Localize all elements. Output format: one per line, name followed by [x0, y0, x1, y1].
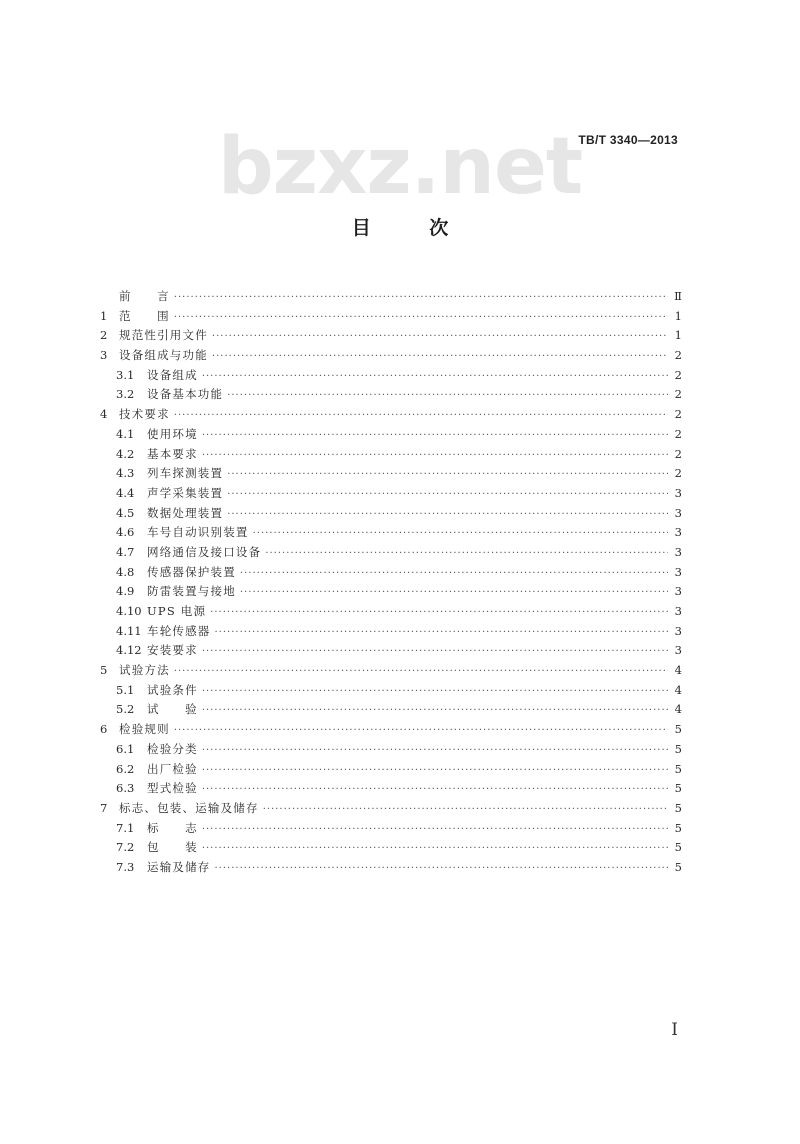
toc-entry-page: 2 — [674, 407, 682, 422]
dot-leader — [202, 426, 668, 446]
dot-leader — [210, 603, 668, 623]
toc-entry-number: 4.3 — [116, 466, 135, 481]
toc-entry-number: 4 — [100, 407, 108, 422]
dot-leader — [240, 583, 668, 603]
toc-entry-number: 4.4 — [116, 485, 135, 500]
dot-leader — [202, 367, 668, 387]
toc-entry-title: 试验条件 — [147, 682, 198, 697]
toc-entry-title: 网络通信及接口设备 — [147, 544, 262, 559]
toc-entry-title: 防雷装置与接地 — [147, 584, 236, 599]
toc-entry[interactable] — [100, 405, 682, 425]
toc-entry-title: 安装要求 — [147, 643, 198, 658]
toc-entry-number: 3.2 — [116, 387, 135, 402]
toc-entry-page: 3 — [674, 584, 682, 599]
dot-leader — [215, 859, 669, 879]
toc-entry-page: 2 — [674, 348, 682, 363]
toc-entry-title: 设备组成 — [147, 367, 198, 382]
dot-leader — [202, 642, 668, 662]
toc-entry-title: 规范性引用文件 — [119, 328, 208, 343]
toc-entry[interactable] — [100, 445, 682, 465]
toc-entry-number: 2 — [100, 328, 108, 343]
toc-entry-page: 2 — [674, 446, 682, 461]
toc-entry-number: 4.8 — [116, 564, 135, 579]
toc-entry[interactable] — [100, 307, 682, 327]
toc-entry-title: 包 装 — [147, 840, 198, 855]
toc-entry[interactable] — [100, 385, 682, 405]
toc-entry-page: 3 — [674, 544, 682, 559]
toc-entry-title: 标志、包装、运输及储存 — [119, 800, 259, 815]
page-title: 目 次 — [351, 217, 475, 239]
toc-entry[interactable] — [100, 563, 682, 583]
toc-entry[interactable] — [100, 504, 682, 524]
toc-entry-title: 试 验 — [147, 702, 198, 717]
toc-entry-title: 使用环境 — [147, 426, 198, 441]
toc-entry-number: 6.2 — [116, 761, 135, 776]
toc-entry-page: 5 — [674, 761, 682, 776]
toc-entry[interactable] — [100, 641, 682, 661]
dot-leader — [227, 485, 668, 505]
toc-entry-number: 5.2 — [116, 702, 135, 717]
toc-entry-title: UPS 电源 — [147, 604, 207, 618]
toc-entry-title: 数据处理装置 — [147, 505, 224, 520]
toc-entry-page: 5 — [674, 800, 682, 815]
toc-entry-page: 1 — [674, 308, 682, 323]
toc-entry-page: 5 — [674, 840, 682, 855]
toc-entry-number: 4.2 — [116, 446, 135, 461]
toc-entry-page: 3 — [674, 505, 682, 520]
toc-entry-title: 前 言 — [119, 289, 170, 303]
toc-entry-title: 设备组成与功能 — [119, 348, 208, 363]
toc-entry[interactable] — [100, 543, 682, 563]
toc-entry-number: 4.12 — [116, 643, 142, 658]
toc-entry-number: 4.9 — [116, 584, 135, 599]
toc-entry-title: 传感器保护装置 — [147, 564, 236, 579]
toc-entry[interactable] — [100, 779, 682, 799]
dot-leader — [202, 682, 668, 702]
toc-entry-title: 检验分类 — [147, 741, 198, 756]
toc-entry-number: 3 — [100, 348, 108, 363]
page-number: Ⅰ — [671, 1020, 678, 1040]
toc-entry-number: 5.1 — [116, 682, 135, 697]
dot-leader — [202, 446, 668, 466]
toc-entry-page: 4 — [674, 682, 682, 697]
dot-leader — [174, 406, 668, 426]
dot-leader — [215, 623, 669, 643]
toc-entry[interactable] — [100, 582, 682, 602]
toc-entry-page: 3 — [674, 564, 682, 579]
toc-entry-page: 4 — [674, 702, 682, 717]
toc-entry-page: 5 — [674, 781, 682, 796]
dot-leader — [174, 662, 668, 682]
dot-leader — [202, 780, 668, 800]
toc-entry-page: 2 — [674, 426, 682, 441]
toc-entry[interactable] — [100, 464, 682, 484]
toc-entry[interactable] — [100, 700, 682, 720]
toc-entry-number: 6.1 — [116, 741, 135, 756]
toc-entry-number: 4.10 — [116, 604, 142, 618]
toc-entry-number: 7.2 — [116, 840, 135, 855]
toc-entry-page: Ⅱ — [674, 289, 682, 303]
toc-entry-page: 3 — [674, 485, 682, 500]
watermark: bzxz.net — [217, 122, 583, 212]
dot-leader — [212, 327, 668, 347]
toc-entry[interactable] — [100, 425, 682, 445]
toc-entry[interactable] — [100, 602, 682, 622]
dot-leader — [263, 800, 668, 820]
toc-entry-page: 5 — [674, 722, 682, 737]
toc-entry-number: 6.3 — [116, 781, 135, 796]
toc-entry-number: 4.7 — [116, 544, 135, 559]
toc-entry[interactable] — [100, 740, 682, 760]
toc-entry-page: 3 — [674, 604, 682, 618]
toc-entry[interactable] — [100, 838, 682, 858]
toc-entry[interactable] — [100, 346, 682, 366]
toc-entry-title: 基本要求 — [147, 446, 198, 461]
dot-leader — [265, 544, 668, 564]
dot-leader — [227, 465, 668, 485]
toc-entry-title: 运输及储存 — [147, 859, 211, 874]
toc-entry[interactable] — [100, 760, 682, 780]
dot-leader — [227, 505, 668, 525]
toc-entry-number: 1 — [100, 308, 108, 323]
dot-leader — [202, 761, 668, 781]
toc-entry-title: 车轮传感器 — [147, 623, 211, 638]
toc-entry-title: 标 志 — [147, 820, 198, 835]
toc-entry-page: 5 — [674, 741, 682, 756]
toc-entry[interactable] — [100, 681, 682, 701]
toc-entry-number: 4.6 — [116, 525, 135, 540]
toc-entry-number: 7 — [100, 800, 108, 815]
dot-leader — [202, 701, 668, 721]
toc-entry-page: 1 — [674, 328, 682, 343]
toc-entry[interactable] — [100, 484, 682, 504]
toc-entry-title: 试验方法 — [119, 663, 170, 678]
toc-entry-page: 5 — [674, 859, 682, 874]
table-of-contents — [100, 287, 682, 878]
toc-entry-title: 范 围 — [119, 308, 170, 323]
toc-entry-number: 7.3 — [116, 859, 135, 874]
toc-entry-title: 出厂检验 — [147, 761, 198, 776]
dot-leader — [253, 524, 668, 544]
toc-entry[interactable] — [100, 799, 682, 819]
toc-entry-page: 3 — [674, 525, 682, 540]
toc-entry-page: 5 — [674, 820, 682, 835]
toc-entry-page: 2 — [674, 387, 682, 402]
toc-entry-title: 检验规则 — [119, 722, 170, 737]
toc-entry-page: 4 — [674, 663, 682, 678]
dot-leader — [174, 288, 668, 308]
dot-leader — [202, 741, 668, 761]
toc-entry-page: 3 — [674, 623, 682, 638]
toc-entry[interactable] — [100, 287, 682, 307]
toc-entry-page: 2 — [674, 367, 682, 382]
toc-entry[interactable] — [100, 366, 682, 386]
toc-entry-title: 设备基本功能 — [147, 387, 224, 402]
toc-entry-number: 3.1 — [116, 367, 135, 382]
dot-leader — [227, 386, 668, 406]
toc-entry-number: 4.1 — [116, 426, 135, 441]
toc-entry-page: 3 — [674, 643, 682, 658]
dot-leader — [202, 839, 668, 859]
standard-code: TB/T 3340—2013 — [578, 133, 678, 147]
dot-leader — [212, 347, 668, 367]
dot-leader — [240, 564, 668, 584]
dot-leader — [174, 308, 668, 328]
toc-entry[interactable] — [100, 661, 682, 681]
toc-entry-title: 列车探测装置 — [147, 466, 224, 481]
toc-entry-page: 2 — [674, 466, 682, 481]
toc-entry-number: 4.5 — [116, 505, 135, 520]
toc-entry[interactable] — [100, 720, 682, 740]
toc-entry[interactable] — [100, 326, 682, 346]
toc-entry-number: 6 — [100, 722, 108, 737]
toc-entry-number: 4.11 — [116, 623, 142, 638]
dot-leader — [202, 820, 668, 840]
toc-entry-number: 7.1 — [116, 820, 135, 835]
toc-entry[interactable] — [100, 858, 682, 878]
toc-entry-title: 技术要求 — [119, 407, 170, 422]
toc-entry-title: 型式检验 — [147, 781, 198, 796]
toc-entry-title: 声学采集装置 — [147, 485, 224, 500]
toc-entry[interactable] — [100, 819, 682, 839]
toc-entry-number: 5 — [100, 663, 108, 678]
toc-entry-title: 车号自动识别装置 — [147, 525, 249, 540]
toc-entry[interactable] — [100, 523, 682, 543]
dot-leader — [174, 721, 668, 741]
toc-entry[interactable] — [100, 622, 682, 642]
